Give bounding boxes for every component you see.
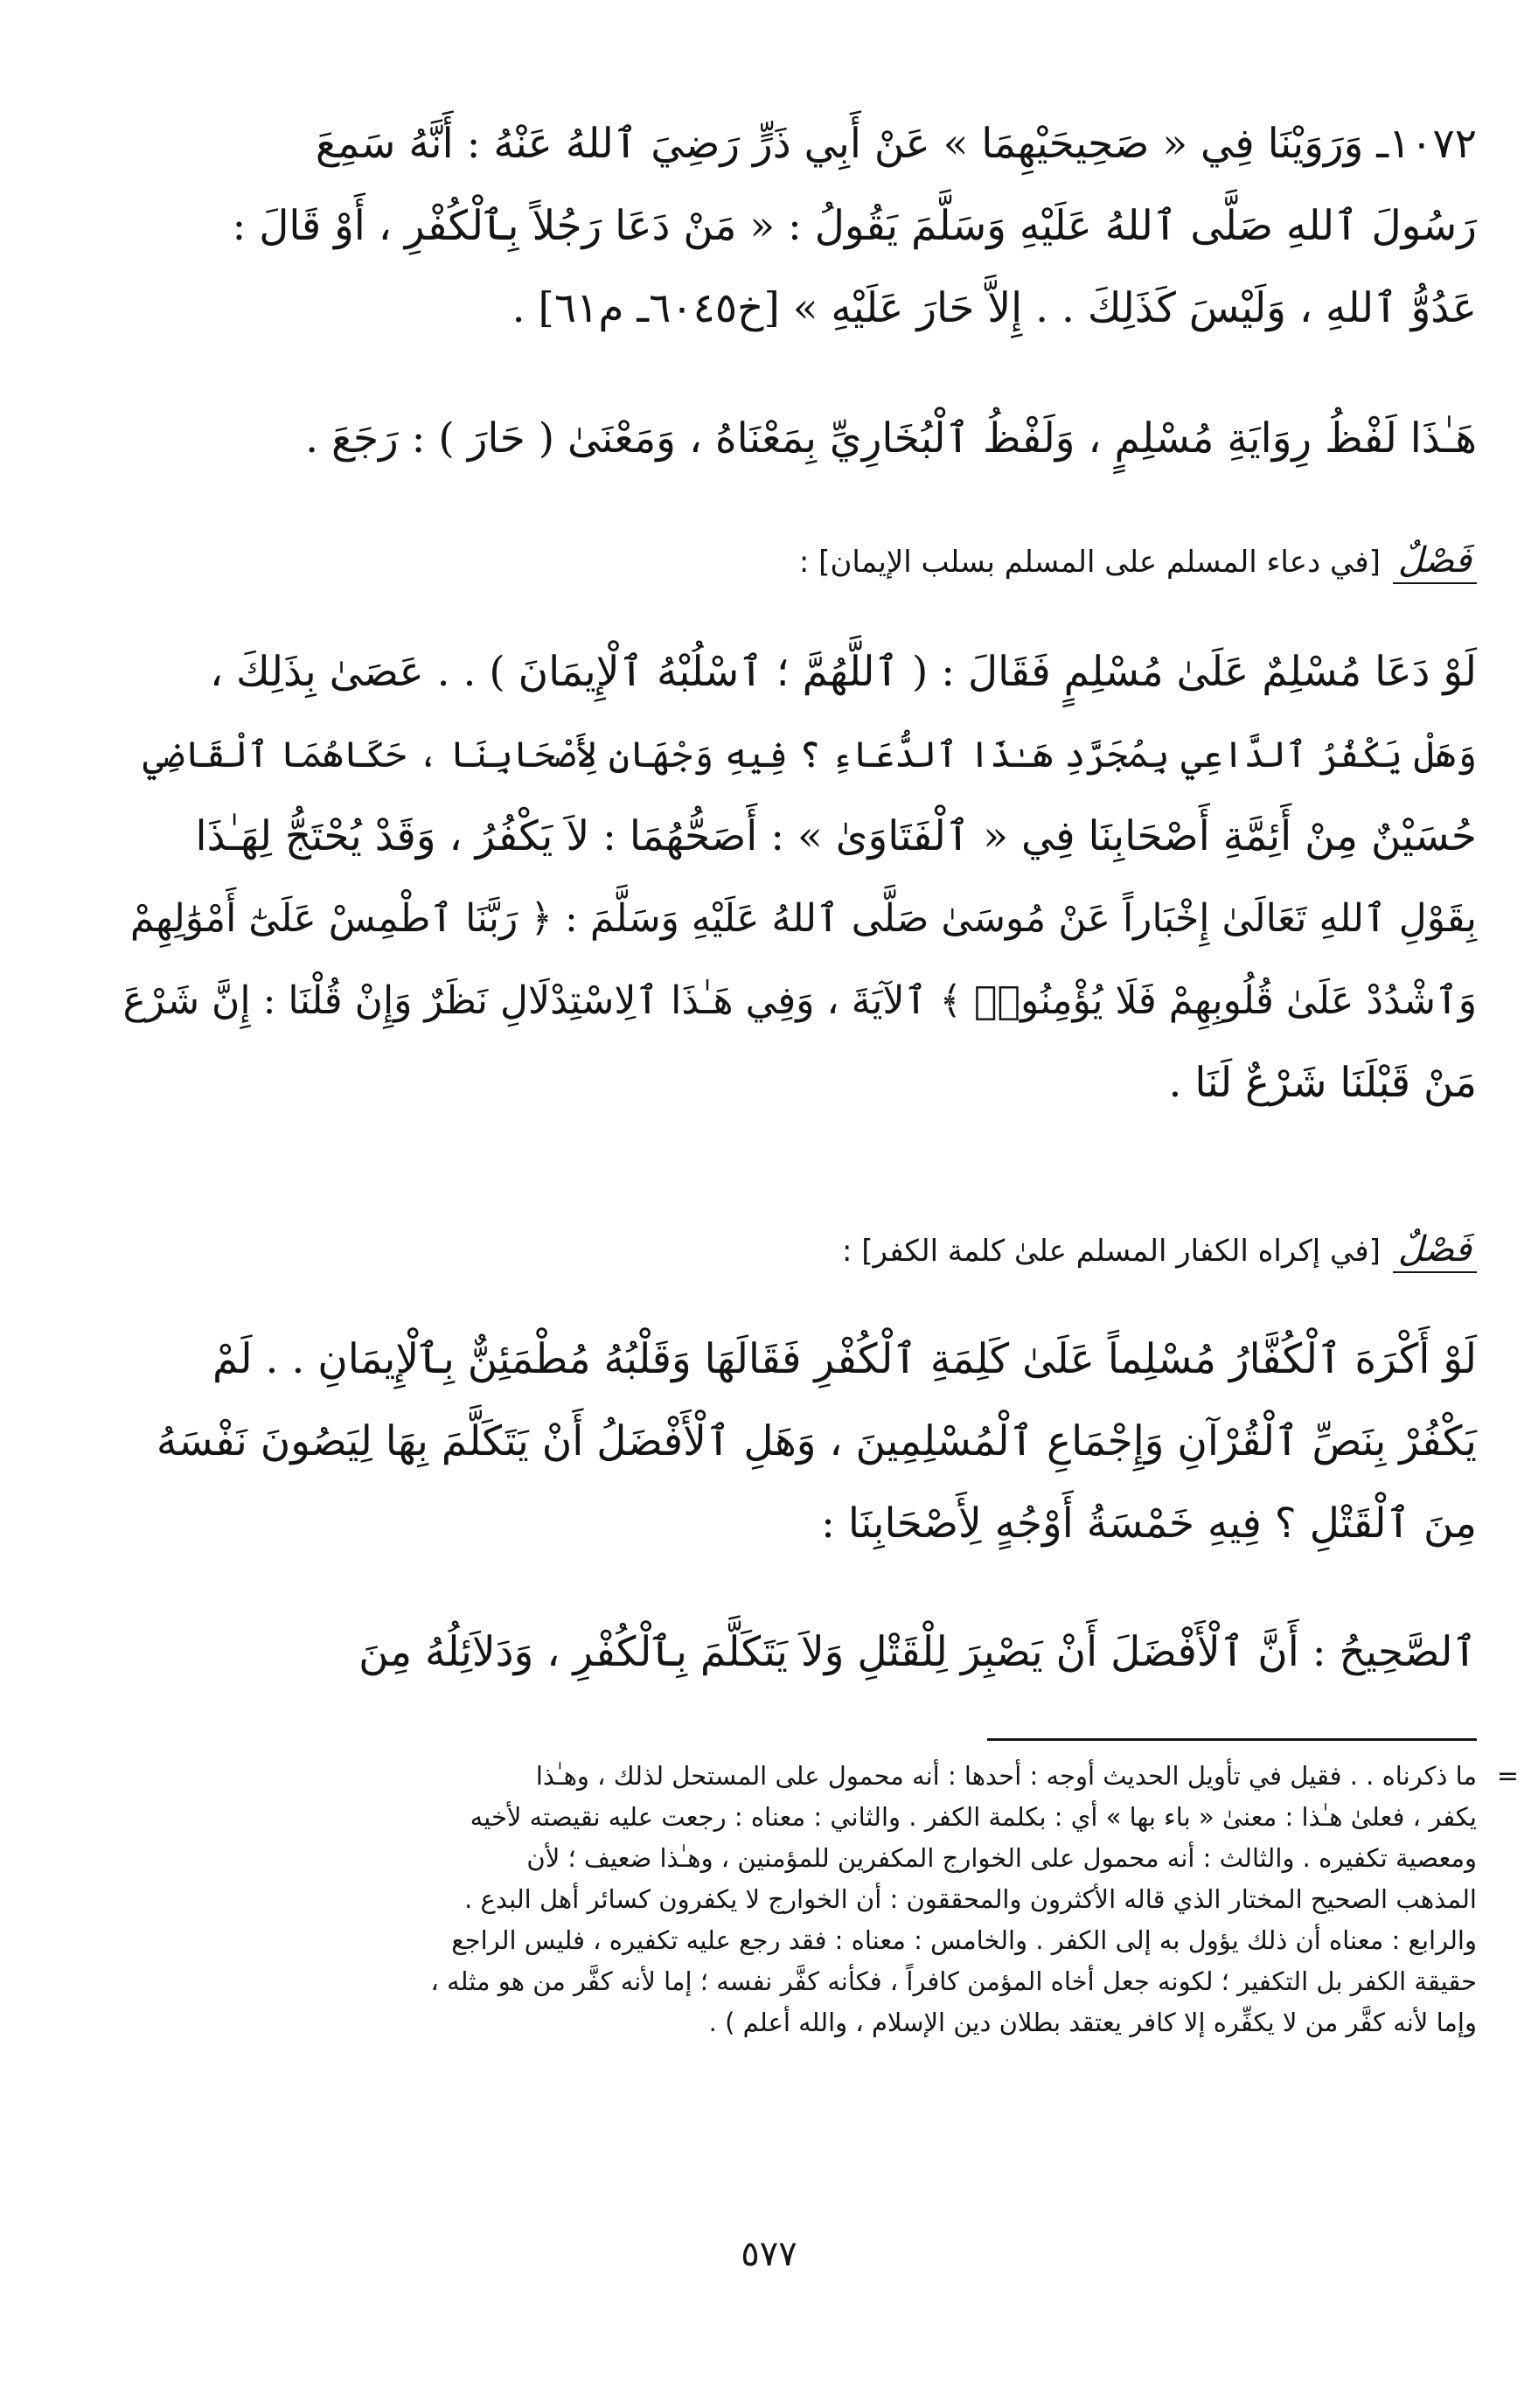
text-line: لَوْ أَكْرَهَ ٱلْكُفَّارُ مُسْلِماً عَلَىٰ كَلِمَةِ ٱلْكُفْرِ فَقَالَهَا وَقَلْبُهُ مُطْمَئِنٌّ بِٱلْإِيمَانِ . . لَمْ bbox=[212, 1335, 1477, 1383]
page-number: ٥٧٧ bbox=[741, 2234, 797, 2274]
footnote-continuation-marker: = bbox=[1496, 1761, 1519, 1792]
text-line: حُسَيْنٌ مِنْ أَئِمَّةِ أَصْحَابِنَا فِي « ٱلْفَتَاوَىٰ » : أَصَحُّهُمَا : لاَ يَكْفُرُ ، وَقَدْ يُحْتَجُّ لِهَـٰذَا bbox=[195, 812, 1477, 860]
text-line: لَوْ دَعَا مُسْلِمٌ عَلَىٰ مُسْلِمٍ فَقَالَ : ( ٱللَّهُمَّ ؛ ٱسْلُبْهُ ٱلْإِيمَانَ ) . . عَصَىٰ بِذَلِكَ ، bbox=[209, 648, 1477, 696]
footnote-line: ومعصية تكفيره . والثالث : أنه محمول على الخوارج المكفرين للمؤمنين ، وهـٰذا ضعيف ؛ لأن bbox=[526, 1843, 1477, 1873]
text-line: ١٠٧٢ـ وَرَوَيْنَا فِي « صَحِيحَيْهِمَا » عَنْ أَبِي ذَرٍّ رَضِيَ ٱللهُ عَنْهُ : أَنَّهُ سَمِعَ bbox=[315, 120, 1477, 168]
section-title: [في إكراه الكفار المسلم علىٰ كلمة الكفر] : bbox=[842, 1234, 1381, 1269]
text-line: بِقَوْلِ ٱللهِ تَعَالَىٰ إِخْبَاراً عَنْ مُوسَىٰ صَلَّى ٱللهُ عَلَيْهِ وَسَلَّمَ : ﴿ رَبَّنَا ٱطْمِسْ عَلَىٰٓ أَمْوَٰلِهِمْ bbox=[129, 896, 1477, 941]
footnote-line: وإما لأنه كفَّر من لا يكفِّره إلا كافر يعتقد بطلان دين الإسلام ، والله أعلم ) . bbox=[708, 2008, 1477, 2037]
hadith-note-paragraph bbox=[113, 398, 1477, 480]
section-heading-1 bbox=[113, 540, 1477, 584]
hadith-paragraph bbox=[113, 103, 1477, 350]
text-line: ٱلصَّحِيحُ : أَنَّ ٱلْأَفْضَلَ أَنْ يَصْبِرَ لِلْقَتْلِ وَلاَ يَتَكَلَّمَ بِٱلْكُفْرِ ، وَدَلاَئِلُهُ مِنَ bbox=[358, 1628, 1477, 1676]
text-line: هَـٰذَا لَفْظُ رِوَايَةِ مُسْلِمٍ ، وَلَفْظُ ٱلْبُخَارِيِّ بِمَعْنَاهُ ، وَمَعْنَىٰ ( حَارَ ) : رَجَعَ . bbox=[305, 414, 1477, 463]
footnote-line: يكفر ، فعلىٰ هـٰذا : معنىٰ « باء بها » أي : بكلمة الكفر . والثاني : معناه : رجعت عليه نقيصته لأخيه bbox=[470, 1802, 1477, 1832]
text-line: يَكْفُرْ بِنَصِّ ٱلْقُرْآنِ وَإِجْمَاعِ ٱلْمُسْلِمِينَ ، وَهَلِ ٱلْأَفْضَلُ أَنْ يَتَكَلَّمَ بِهَا لِيَصُونَ نَفْسَهُ bbox=[156, 1417, 1477, 1465]
fasl-ornament: فَصْلٌ bbox=[1393, 540, 1477, 584]
section2-paragraph bbox=[113, 1319, 1477, 1565]
footnote bbox=[100, 1756, 1519, 2043]
footnote-line: المذهب الصحيح المختار الذي قاله الأكثرون والمحققون : أن الخوارج لا يكفرون كسائر أهل البدع . bbox=[464, 1884, 1477, 1914]
text-line: مَنْ قَبْلَنَا شَرْعٌ لَنَا . bbox=[1168, 1059, 1477, 1107]
text-line: وَهَلْ يَكْفُرُ ٱلدَّاعِي بِمُجَرَّدِ هَـٰذَا ٱلدُّعَاءِ ؟ فِيهِ وَجْهَانِ لِأَصْحَابِنَا ، حَكَاهُمَا ٱلْقَاضِي bbox=[143, 734, 1477, 776]
section-title: [في دعاء المسلم على المسلم بسلب الإيمان] : bbox=[798, 545, 1381, 580]
footnote-line: والرابع : معناه أن ذلك يؤول به إلى الكفر . والخامس : معناه : فقد رجع عليه تكفيره ، فليس الراجع bbox=[451, 1925, 1477, 1955]
section1-paragraph bbox=[113, 631, 1477, 1124]
text-line: عَدُوُّ ٱللهِ ، وَلَيْسَ كَذَلِكَ . . إِلاَّ حَارَ عَلَيْهِ » [خ٦٠٤٥ـ م٦١] . bbox=[512, 284, 1477, 332]
text-line: رَسُولَ ٱللهِ صَلَّى ٱللهُ عَلَيْهِ وَسَلَّمَ يَقُولُ : « مَنْ دَعَا رَجُلاً بِٱلْكُفْرِ ، أَوْ قَالَ : bbox=[232, 202, 1477, 250]
text-line: مِنَ ٱلْقَتْلِ ؟ فِيهِ خَمْسَةُ أَوْجُهٍ لِأَصْحَابِنَا : bbox=[821, 1500, 1477, 1548]
footnote-line: حقيقة الكفر بل التكفير ؛ لكونه جعل أخاه المؤمن كافراً ، فكأنه كفَّر نفسه ؛ إما لأنه كفَّر من هو مثله ، bbox=[430, 1966, 1477, 1996]
footnote-separator bbox=[987, 1738, 1477, 1741]
section2-paragraph-2 bbox=[113, 1611, 1477, 1694]
footnote-line: ما ذكرناه . . فقيل في تأويل الحديث أوجه : أحدها : أنه محمول على المستحل لذلك ، وهـٰذا bbox=[535, 1761, 1477, 1791]
fasl-ornament: فَصْلٌ bbox=[1393, 1229, 1477, 1273]
section-heading-2 bbox=[113, 1229, 1477, 1273]
text-line: وَٱشْدُدْ عَلَىٰ قُلُوبِهِمْ فَلَا يُؤْمِنُوا۟ ﴾ ٱلآيَةَ ، وَفِي هَـٰذَا ٱلِاسْتِدْلَالِ نَظَرٌ وَإِنْ قُلْنَا : إِنَّ شَرْعَ bbox=[122, 978, 1477, 1023]
